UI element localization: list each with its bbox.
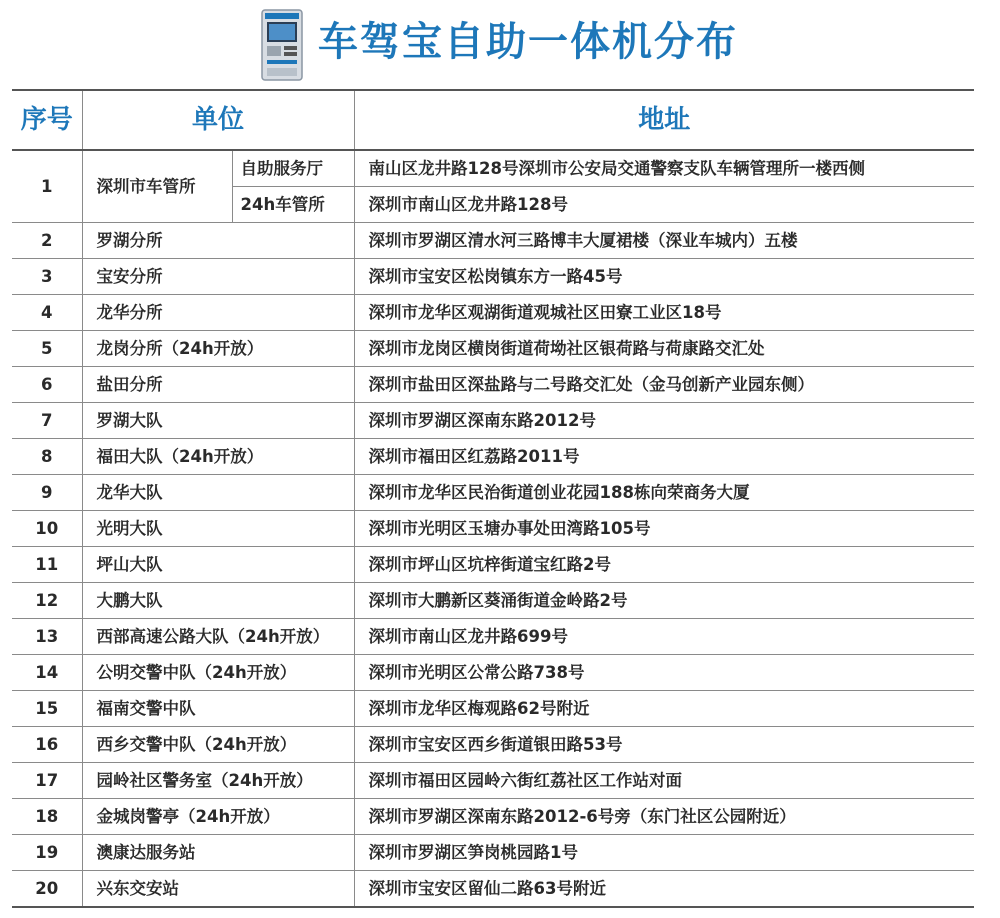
row-address: 深圳市罗湖区清水河三路博丰大厦裙楼（深业车城内）五楼 <box>354 223 974 259</box>
row-unit: 兴东交安站 <box>82 871 354 908</box>
row-unit: 金城岗警亭（24h开放） <box>82 799 354 835</box>
row-no: 11 <box>12 547 82 583</box>
table-row <box>12 763 974 799</box>
row-address: 深圳市福田区园岭六街红荔社区工作站对面 <box>354 763 974 799</box>
row-no: 4 <box>12 295 82 331</box>
table-row <box>12 403 974 439</box>
row-no: 16 <box>12 727 82 763</box>
row-address: 深圳市罗湖区深南东路2012号 <box>354 403 974 439</box>
row-address: 深圳市宝安区留仙二路63号附近 <box>354 871 974 908</box>
table-row <box>12 439 974 475</box>
table-row <box>12 799 974 835</box>
table-row <box>12 727 974 763</box>
table-row <box>12 655 974 691</box>
row-no: 1 <box>12 150 82 223</box>
row-unit: 澳康达服务站 <box>82 835 354 871</box>
row-unit: 龙华大队 <box>82 475 354 511</box>
table-row <box>12 331 974 367</box>
row-no: 7 <box>12 403 82 439</box>
row-unit: 园岭社区警务室（24h开放） <box>82 763 354 799</box>
row-address: 深圳市南山区龙井路699号 <box>354 619 974 655</box>
row-address: 深圳市龙华区观湖街道观城社区田寮工业区18号 <box>354 295 974 331</box>
table-row <box>12 295 974 331</box>
row-address: 深圳市盐田区深盐路与二号路交汇处（金马创新产业园东侧） <box>354 367 974 403</box>
header-no: 序号 <box>12 90 82 150</box>
row-no: 8 <box>12 439 82 475</box>
row-unit: 福田大队（24h开放） <box>82 439 354 475</box>
table-row <box>12 547 974 583</box>
row-no: 6 <box>12 367 82 403</box>
row-unit: 罗湖分所 <box>82 223 354 259</box>
row-unit: 福南交警中队 <box>82 691 354 727</box>
row-unit: 盐田分所 <box>82 367 354 403</box>
row-no: 9 <box>12 475 82 511</box>
self-service-kiosk-icon <box>258 8 306 82</box>
table-row <box>12 583 974 619</box>
row-unit: 龙岗分所（24h开放） <box>82 331 354 367</box>
row-no: 17 <box>12 763 82 799</box>
row-no: 15 <box>12 691 82 727</box>
table-row <box>12 619 974 655</box>
row-address: 深圳市福田区红荔路2011号 <box>354 439 974 475</box>
kiosk-location-table <box>12 89 974 908</box>
row-address: 南山区龙井路128号深圳市公安局交通警察支队车辆管理所一楼西侧 <box>354 150 974 187</box>
row-no: 12 <box>12 583 82 619</box>
row-sub-unit: 自助服务厅 <box>232 150 354 187</box>
row-address: 深圳市龙华区民治街道创业花园188栋向荣商务大厦 <box>354 475 974 511</box>
row-no: 20 <box>12 871 82 908</box>
row-no: 3 <box>12 259 82 295</box>
row-address: 深圳市大鹏新区葵涌街道金岭路2号 <box>354 583 974 619</box>
row-unit: 西乡交警中队（24h开放） <box>82 727 354 763</box>
row-no: 19 <box>12 835 82 871</box>
row-no: 2 <box>12 223 82 259</box>
table-row <box>12 259 974 295</box>
row-sub-unit: 24h车管所 <box>232 187 354 223</box>
row-no: 5 <box>12 331 82 367</box>
row-no: 10 <box>12 511 82 547</box>
row-unit: 龙华分所 <box>82 295 354 331</box>
header <box>0 0 1000 88</box>
row-unit: 深圳市车管所 <box>82 150 232 223</box>
row-unit: 公明交警中队（24h开放） <box>82 655 354 691</box>
table-row <box>12 511 974 547</box>
table-row <box>12 475 974 511</box>
row-no: 14 <box>12 655 82 691</box>
row-address: 深圳市龙华区梅观路62号附近 <box>354 691 974 727</box>
table-row <box>12 871 974 908</box>
table-row <box>12 150 974 187</box>
row-unit: 宝安分所 <box>82 259 354 295</box>
row-unit: 罗湖大队 <box>82 403 354 439</box>
row-address: 深圳市光明区公常公路738号 <box>354 655 974 691</box>
table-row <box>12 835 974 871</box>
table-row <box>12 691 974 727</box>
table-header-row <box>12 90 974 150</box>
row-address: 深圳市南山区龙井路128号 <box>354 187 974 223</box>
row-unit: 坪山大队 <box>82 547 354 583</box>
row-address: 深圳市光明区玉塘办事处田湾路105号 <box>354 511 974 547</box>
row-address: 深圳市龙岗区横岗街道荷坳社区银荷路与荷康路交汇处 <box>354 331 974 367</box>
row-address: 深圳市宝安区西乡街道银田路53号 <box>354 727 974 763</box>
header-address: 地址 <box>354 90 974 150</box>
row-unit: 光明大队 <box>82 511 354 547</box>
row-address: 深圳市罗湖区笋岗桃园路1号 <box>354 835 974 871</box>
header-unit: 单位 <box>82 90 354 150</box>
page-title: 车驾宝自助一体机分布 <box>318 19 738 65</box>
row-unit: 西部高速公路大队（24h开放） <box>82 619 354 655</box>
table-row <box>12 223 974 259</box>
row-unit: 大鹏大队 <box>82 583 354 619</box>
row-address: 深圳市宝安区松岗镇东方一路45号 <box>354 259 974 295</box>
row-no: 13 <box>12 619 82 655</box>
row-address: 深圳市坪山区坑梓街道宝红路2号 <box>354 547 974 583</box>
row-no: 18 <box>12 799 82 835</box>
table-row <box>12 367 974 403</box>
row-address: 深圳市罗湖区深南东路2012-6号旁（东门社区公园附近） <box>354 799 974 835</box>
